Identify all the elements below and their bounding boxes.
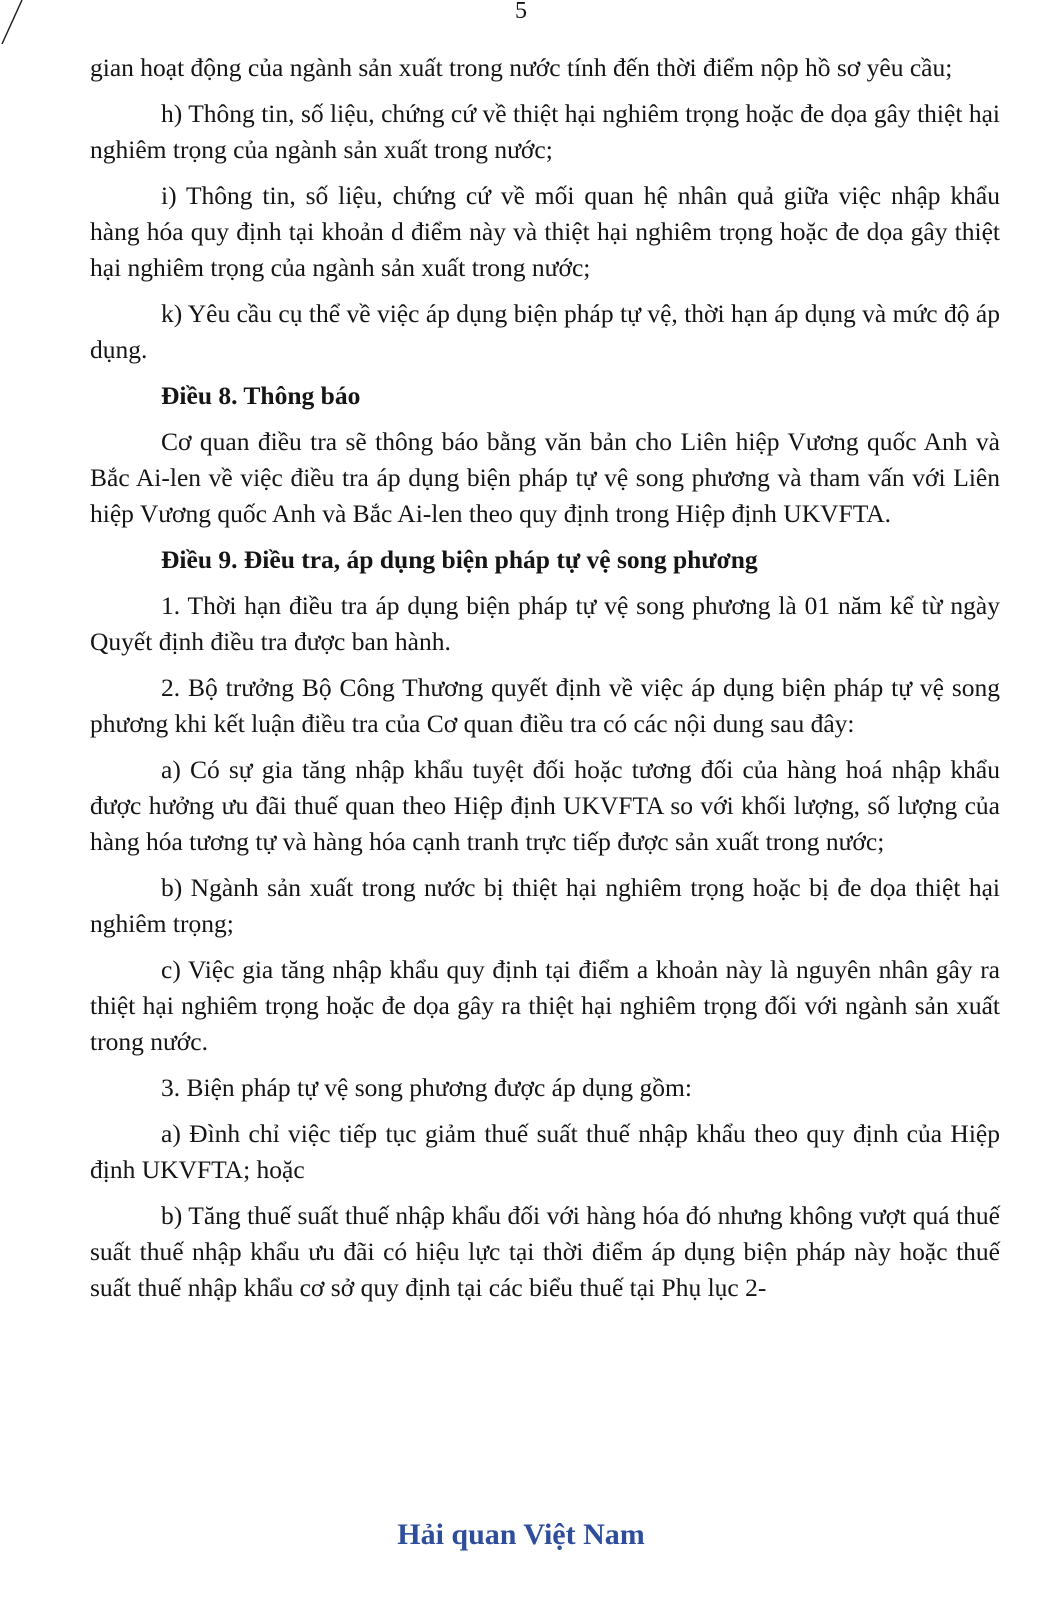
item-h: h) Thông tin, số liệu, chứng cứ về thiệt hại nghiêm trọng hoặc đe dọa gây thiệt hại nghiêm trọng của ngành sản xuất trong nước; xyxy=(90,99,1000,164)
article-9-clause-3a: a) Đình chỉ việc tiếp tục giảm thuế suất thuế nhập khẩu theo quy định của Hiệp định UKVFTA; hoặc xyxy=(90,1119,1000,1184)
article-9-clause-2c: c) Việc gia tăng nhập khẩu quy định tại điểm a khoản này là nguyên nhân gây ra thiệt hại nghiêm trọng hoặc đe dọa gây ra thiệt hại nghiêm trọng đối với ngành sản xuất trong nước. xyxy=(90,955,1000,1056)
article-9-heading: Điều 9. Điều tra, áp dụng biện pháp tự vệ song phương xyxy=(161,545,758,574)
article-9-clause-2b: b) Ngành sản xuất trong nước bị thiệt hại nghiêm trọng hoặc bị đe dọa thiệt hại nghiêm trọng; xyxy=(90,873,1000,938)
article-8-body: Cơ quan điều tra sẽ thông báo bằng văn bản cho Liên hiệp Vương quốc Anh và Bắc Ai-len về việc điều tra áp dụng biện pháp tự vệ song phương và tham vấn với Liên hiệp Vương quốc Anh và Bắc Ai-len theo quy định trong Hiệp định UKVFTA. xyxy=(90,427,1000,528)
page-number: 5 xyxy=(515,0,527,24)
article-9-clause-2: 2. Bộ trưởng Bộ Công Thương quyết định về việc áp dụng biện pháp tự vệ song phương khi kết luận điều tra của Cơ quan điều tra có các nội dung sau đây: xyxy=(90,673,1000,738)
document-page xyxy=(90,50,1000,1316)
continuation-paragraph: gian hoạt động của ngành sản xuất trong nước tính đến thời điểm nộp hồ sơ yêu cầu; xyxy=(90,53,953,82)
item-i: i) Thông tin, số liệu, chứng cứ về mối quan hệ nhân quả giữa việc nhập khẩu hàng hóa quy định tại khoản d điểm này và thiệt hại nghiêm trọng hoặc đe dọa gây thiệt hại nghiêm trọng của ngành sản xuất trong nước; xyxy=(90,181,1000,282)
article-8-heading: Điều 8. Thông báo xyxy=(161,381,361,410)
article-9-clause-3: 3. Biện pháp tự vệ song phương được áp dụng gồm: xyxy=(161,1073,692,1102)
item-k: k) Yêu cầu cụ thể về việc áp dụng biện pháp tự vệ, thời hạn áp dụng và mức độ áp dụng. xyxy=(90,299,1000,364)
article-9-clause-3b: b) Tăng thuế suất thuế nhập khẩu đối với hàng hóa đó nhưng không vượt quá thuế suất thuế nhập khẩu ưu đãi có hiệu lực tại thời điểm áp dụng biện pháp này hoặc thuế suất thuế nhập khẩu cơ sở quy định tại các biểu thuế tại Phụ lục 2- xyxy=(90,1201,1000,1302)
article-9-clause-2a: a) Có sự gia tăng nhập khẩu tuyệt đối hoặc tương đối của hàng hoá nhập khẩu được hưởng ưu đãi thuế quan theo Hiệp định UKVFTA so với khối lượng, số lượng của hàng hóa tương tự và hàng hóa cạnh tranh trực tiếp được sản xuất trong nước; xyxy=(90,755,1000,856)
article-9-clause-1: 1. Thời hạn điều tra áp dụng biện pháp tự vệ song phương là 01 năm kể từ ngày Quyết định điều tra được ban hành. xyxy=(90,591,1000,656)
footer-watermark: Hải quan Việt Nam xyxy=(397,1518,645,1551)
